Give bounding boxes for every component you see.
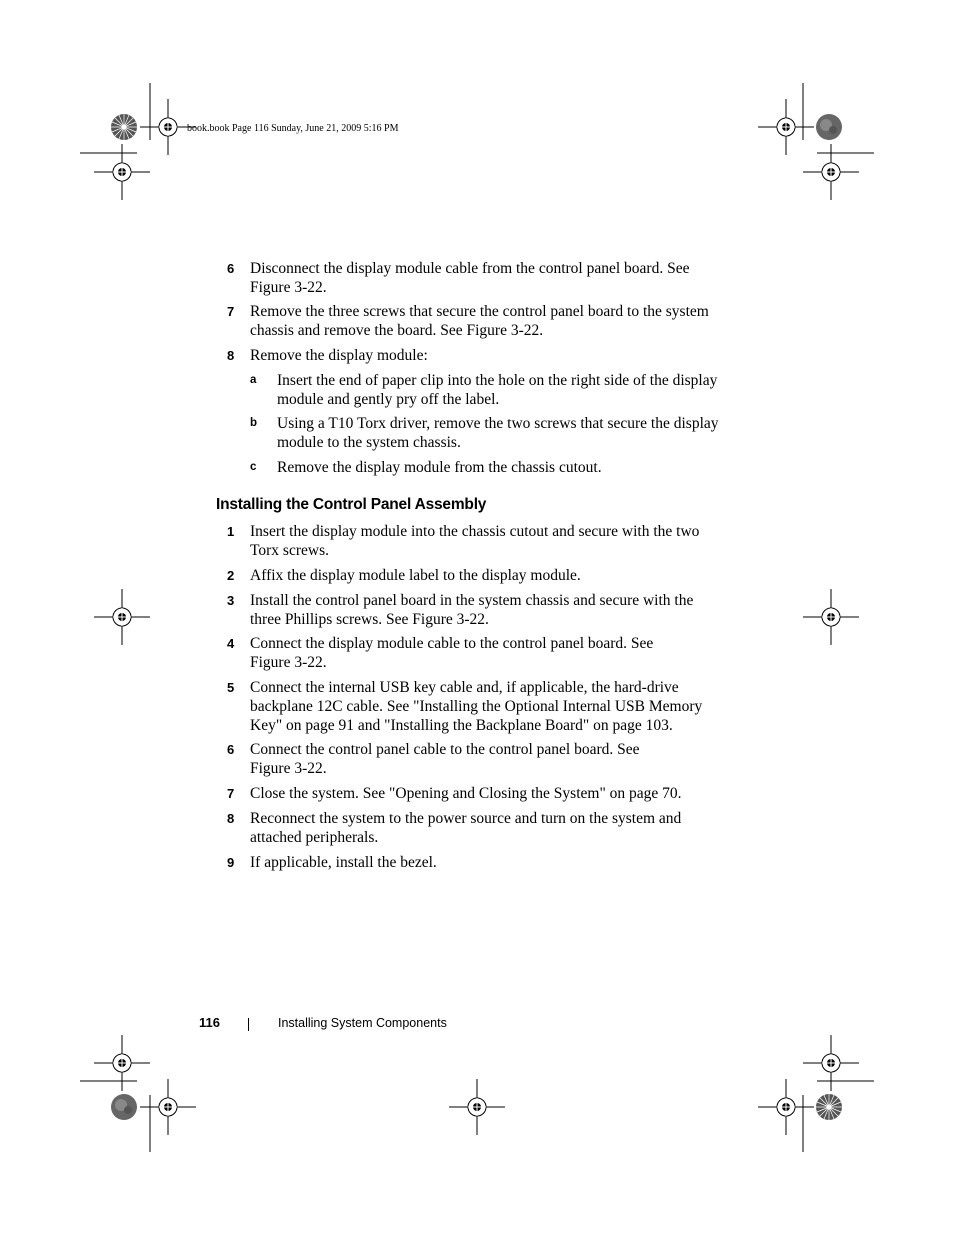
step-number: 4	[227, 636, 235, 651]
step-number: 8	[227, 348, 235, 363]
step-number: 5	[227, 680, 235, 695]
substep-text: Using a T10 Torx driver, remove the two screws that secure the display module to the system chassis.	[277, 415, 719, 451]
step-text: Disconnect the display module cable from the control panel board. See Figure 3-22.	[250, 260, 690, 296]
substep-letter: b	[250, 417, 258, 429]
step-number: 6	[227, 742, 235, 757]
substep-letter: c	[250, 461, 257, 473]
step-number: 3	[227, 593, 235, 608]
page-number: 116	[199, 1015, 220, 1030]
section-heading: Installing the Control Panel Assembly	[216, 496, 487, 513]
step-text: Connect the internal USB key cable and, if applicable, the hard-drive backplane 12C cable. See "Installing the Optional Internal USB Memory Key" on page 91 and "Installing the Backplane Board" on page 103.	[250, 679, 703, 734]
step-number: 6	[227, 261, 235, 276]
step-number: 8	[227, 811, 235, 826]
step-text: Remove the three screws that secure the control panel board to the system chassis and remove the board. See Figure 3-22.	[250, 303, 709, 339]
step-text: Connect the display module cable to the control panel board. See Figure 3-22.	[250, 635, 654, 671]
step-number: 2	[227, 568, 235, 583]
step-number: 7	[227, 786, 235, 801]
step-text: Affix the display module label to the display module.	[250, 567, 581, 584]
step-text: Close the system. See "Opening and Closing the System" on page 70.	[250, 785, 682, 802]
step-text: If applicable, install the bezel.	[250, 854, 437, 871]
substep-text: Insert the end of paper clip into the hole on the right side of the display module and gently pry off the label.	[277, 372, 718, 408]
step-text: Connect the control panel cable to the control panel board. See Figure 3-22.	[250, 741, 640, 777]
substep-text: Remove the display module from the chassis cutout.	[277, 459, 602, 476]
step-number: 1	[227, 524, 235, 539]
step-text: Install the control panel board in the system chassis and secure with the three Phillips screws. See Figure 3-22.	[250, 592, 694, 628]
footer-divider	[248, 1018, 249, 1031]
step-text: Remove the display module:	[250, 347, 428, 364]
step-number: 9	[227, 855, 235, 870]
chapter-title: Installing System Components	[278, 1016, 447, 1030]
step-text: Insert the display module into the chassis cutout and secure with the two Torx screws.	[250, 523, 700, 559]
step-number: 7	[227, 304, 235, 319]
print-header: book.book Page 116 Sunday, June 21, 2009 5:16 PM	[187, 123, 399, 134]
step-text: Reconnect the system to the power source and turn on the system and attached peripherals.	[250, 810, 682, 846]
substep-letter: a	[250, 374, 257, 386]
